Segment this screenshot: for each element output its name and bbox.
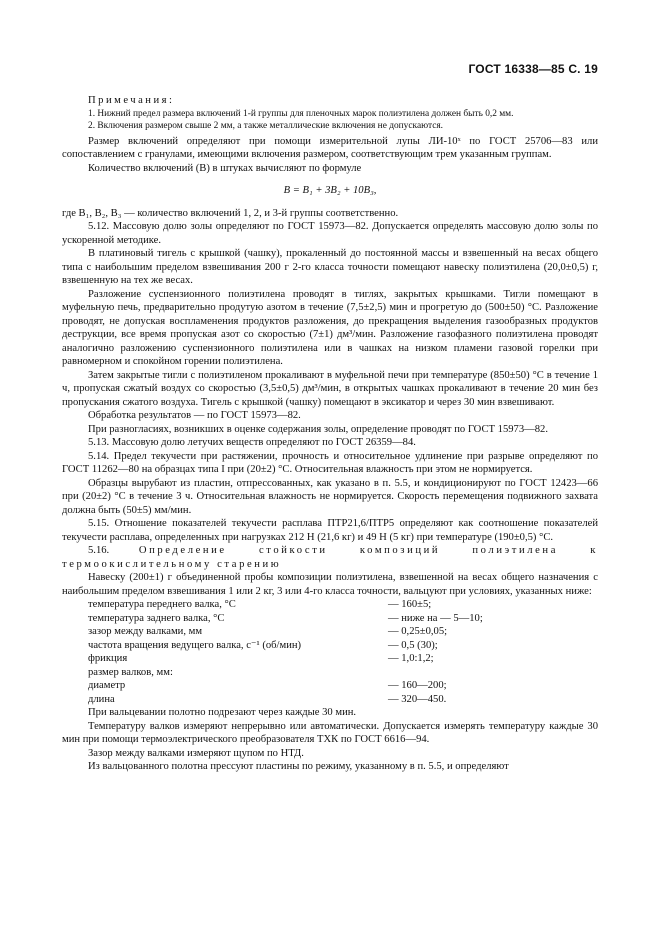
condition-label: температура заднего валка, °С — [88, 612, 225, 624]
condition-row — [88, 679, 483, 693]
condition-label: частота вращения ведущего валка, с⁻¹ (об/мин) — [88, 639, 302, 651]
paragraph-sample-rolling: Навеску (200±1) г объединенной пробы композиции полиэтилена, взвешенной на весах общего назначения с наибольшим пределом взвешивания 1 или 2 кг, 3 или 4-го класса точности, вальцуют при условиях, указанных ниже: — [62, 572, 598, 597]
formula: B = B₁ + 3B₂ + 10B₃, — [283, 185, 377, 197]
condition-row — [88, 666, 483, 680]
paragraph-5-15: 5.15. Отношение показателей текучести расплава ПТР21,6/ПТР5 определяют как соотношение показателей текучести расплава, определенных при нагрузках 212 Н (21,6 кг) и 49 Н (5 кг) при температуре (190±0,5) °С. — [62, 518, 598, 543]
page-header: ГОСТ 16338—85 С. 19 — [468, 62, 598, 76]
condition-value: — ниже на — 5—10; — [388, 612, 483, 624]
condition-label: размер валков, мм: — [88, 666, 173, 678]
paragraph-inclusion-size: Размер включений определяют при помощи измерительной лупы ЛИ-10ˣ по ГОСТ 25706—83 или сопоставлением с гранулами, имеющими включения размером, соответствующим трем указанным группам. — [62, 135, 598, 161]
paragraph-disagreements: При разногласиях, возникших в оценке содержания золы, определение проводят по ГОСТ 15973—82. — [88, 423, 548, 435]
condition-row — [88, 639, 483, 653]
paragraph-5-13: 5.13. Массовую долю летучих веществ определяют по ГОСТ 26359—84. — [88, 437, 416, 449]
paragraph-5-16 — [62, 544, 598, 571]
paragraph-roll-gap: Зазор между валками измеряют щупом по НТД. — [88, 747, 304, 759]
condition-row — [88, 652, 483, 666]
document-page — [62, 0, 598, 936]
condition-label: диаметр — [88, 680, 126, 692]
document-body — [62, 94, 598, 774]
note-item: 2. Включения размером свыше 2 мм, а также металлические включения не допускаются. — [88, 120, 444, 131]
paragraph-crucible: В платиновый тигель с крышкой (чашку), прокаленный до постоянной массы и взвешенный на весах общего типа с наибольшим пределом взвешивания 200 г 2-го класса точности помещают навеску полиэтилена (20,0±0,5) г, взвешенную на тех же весах. — [62, 248, 598, 287]
condition-row — [88, 598, 483, 612]
condition-value: — 160±5; — [388, 599, 432, 611]
condition-row — [88, 693, 483, 707]
rolling-conditions-table — [88, 598, 483, 706]
condition-label: температура переднего валка, °С — [88, 599, 236, 611]
note-item: 1. Нижний предел размера включений 1-й группы для пленочных марок полиэтилена должен быть 0,2 мм. — [88, 108, 514, 119]
notes-title: Примечания: — [88, 95, 175, 106]
paragraph-inclusion-count: Количество включений (B) в штуках вычисляют по формуле — [88, 162, 362, 174]
condition-value: — 160—200; — [388, 680, 447, 692]
condition-value: — 320—450. — [388, 693, 447, 705]
paragraph-5-14: 5.14. Предел текучести при растяжении, прочность и относительное удлинение при разрыве определяют по ГОСТ 11262—80 на образцах типа I при (20±2) °С. Относительная влажность при этом не нормируется. — [62, 450, 598, 476]
condition-label: фрикция — [88, 653, 128, 665]
condition-value: — 0,5 (30); — [388, 639, 438, 651]
section-title: Определение стойкости композиций полиэтилена к термоокислительному старению — [62, 545, 598, 570]
paragraph-results: Обработка результатов — по ГОСТ 15973—82. — [88, 410, 301, 422]
condition-label: длина — [88, 693, 115, 705]
paragraph-cutting: При вальцевании полотно подрезают через каждые 30 мин. — [88, 707, 357, 719]
condition-value: — 1,0:1,2; — [388, 653, 434, 665]
section-number: 5.16. — [88, 545, 110, 557]
paragraph-samples: Образцы вырубают из пластин, отпрессованных, как указано в п. 5.5, и кондиционируют по ГОСТ 12423—66 при (20±2) °С в течение 3 ч. Относительная влажность не нормируется. Скорость перемещения подвижного захвата должна быть (50±5) мм/мин. — [62, 477, 598, 516]
condition-row — [88, 612, 483, 626]
condition-value — [388, 666, 483, 680]
paragraph-5-12: 5.12. Массовую долю золы определяют по ГОСТ 15973—82. Допускается определять массовую долю золы по ускоренной методике. — [62, 221, 598, 246]
condition-value: — 0,25±0,05; — [388, 626, 448, 638]
condition-row — [88, 625, 483, 639]
paragraph-pressing: Из вальцованного полотна прессуют пластины по режиму, указанному в п. 5.5, и определяют — [88, 761, 509, 773]
paragraph-decomposition: Разложение суспензионного полиэтилена проводят в тиглях, закрытых крышками. Тигли помещают в муфельную печь, предварительно продутую азотом в течение (7,5±2,5) мин и прогретую до (500±50) °С. Разложение проводят, не допуская воспламенения продуктов разложения, до прекращения выделения газообразных продуктов деструкции, все время пропуская азот со скоростью (7±1) дм³/мин. Разложение газофазного полиэтилена проводят аналогично разложению суспензионного полиэтилена или в чашках на низком пламени газовой горелки при равномерном и спокойном горении полиэтилена. — [62, 288, 598, 368]
paragraph-roll-temperature: Температуру валков измеряют непрерывно или автоматически. Допускается измерять температуру каждые 30 мин при помощи термоэлектрического преобразователя ТХК по ГОСТ 6616—94. — [62, 720, 598, 746]
paragraph-calcination: Затем закрытые тигли с полиэтиленом прокаливают в муфельной печи при температуре (850±50) °С в течение 1 ч, пропуская сжатый воздух со скоростью (3,5±0,5) дм³/мин, в открытых чашках прокаливают в течение 20 мин без пропускания сжатого воздуха. Тигель с крышкой (чашку) помещают в эксикатор и через 30 мин взвешивают. — [62, 369, 598, 408]
paragraph-formula-legend: где B₁, B₂, B₃ — количество включений 1, 2, и 3-й группы соответственно. — [62, 207, 399, 219]
condition-label: зазор между валками, мм — [88, 626, 203, 638]
